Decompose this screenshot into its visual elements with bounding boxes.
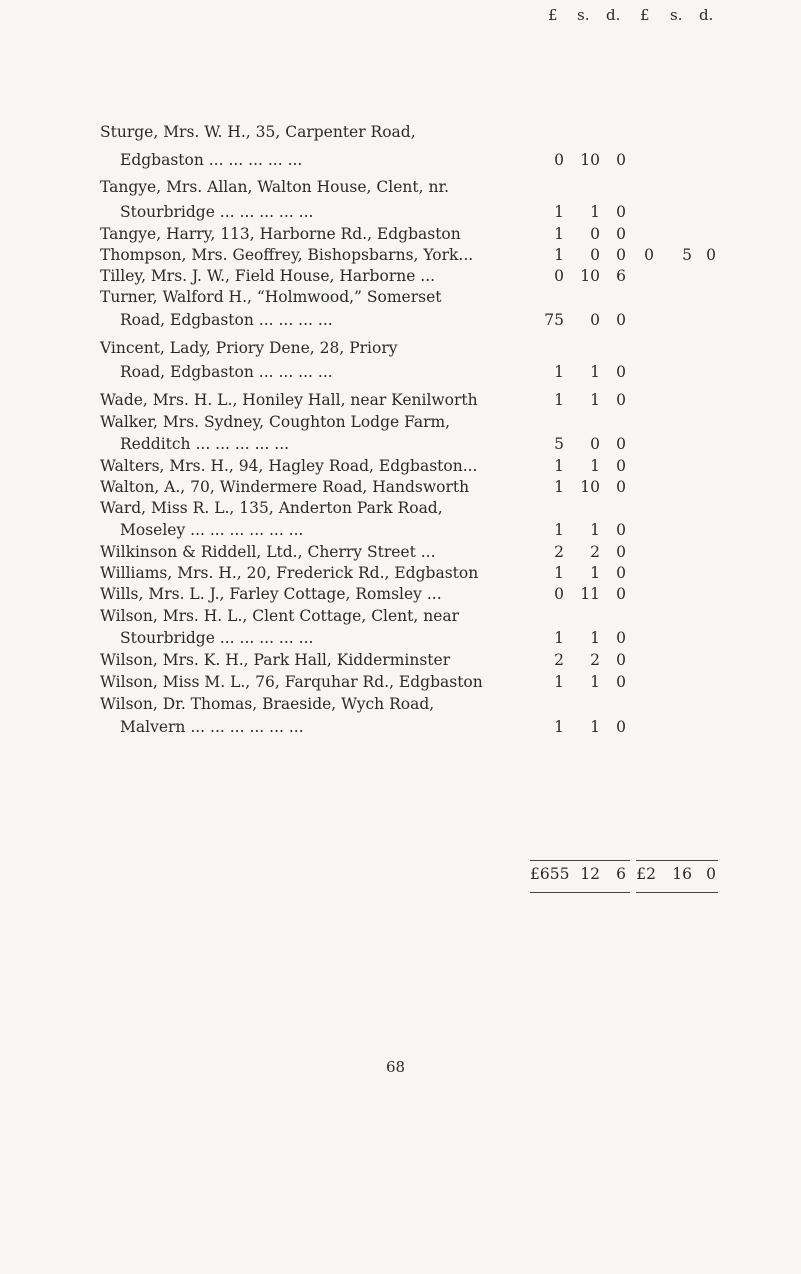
total-shillings-1: 12 <box>580 865 600 883</box>
list-item <box>0 717 801 737</box>
list-item <box>0 477 801 497</box>
amount-pence: 0 <box>616 521 626 539</box>
subscriber-name: Vincent, Lady, Priory Dene, 28, Priory <box>100 339 398 357</box>
amount-shillings: 0 <box>590 246 600 264</box>
total-rule-top-2 <box>636 860 718 861</box>
list-item <box>0 202 801 222</box>
list-item <box>0 628 801 648</box>
amount-shillings: 1 <box>590 203 600 221</box>
subscriber-name: Edgbaston ... ... ... ... ... <box>120 151 303 169</box>
subscriber-name: Road, Edgbaston ... ... ... ... <box>120 363 333 381</box>
subscriber-name: Stourbridge ... ... ... ... ... <box>120 203 314 221</box>
amount-pence: 0 <box>616 151 626 169</box>
subscriber-name: Walker, Mrs. Sydney, Coughton Lodge Farm, <box>100 413 451 431</box>
subscriber-name: Stourbridge ... ... ... ... ... <box>120 629 314 647</box>
amount-shillings: 1 <box>590 629 600 647</box>
amount-shillings: 10 <box>580 267 600 285</box>
amount-shillings: 2 <box>590 543 600 561</box>
list-item <box>0 266 801 286</box>
amount-pounds: 1 <box>554 478 564 496</box>
amount-pounds: 1 <box>554 246 564 264</box>
amount-shillings: 11 <box>580 585 600 603</box>
list-item <box>0 456 801 476</box>
subscriber-name: Tangye, Harry, 113, Harborne Rd., Edgbaston <box>100 225 461 243</box>
amount-pence: 0 <box>616 585 626 603</box>
amount-pounds: 1 <box>554 457 564 475</box>
subscriber-name: Walters, Mrs. H., 94, Hagley Road, Edgbaston... <box>100 457 478 475</box>
list-item <box>0 338 801 358</box>
amount-shillings: 0 <box>590 435 600 453</box>
list-item <box>0 150 801 170</box>
header-pounds-1: £ <box>548 6 558 24</box>
list-item <box>0 122 801 142</box>
subscriber-name: Wilkinson & Riddell, Ltd., Cherry Street ... <box>100 543 436 561</box>
total-rule-bottom-1 <box>530 892 630 893</box>
subscriber-name: Wade, Mrs. H. L., Honiley Hall, near Kenilworth <box>100 391 478 409</box>
page-number: 68 <box>386 1058 406 1076</box>
total-pence-2: 0 <box>706 865 716 883</box>
amount-pounds: 2 <box>554 543 564 561</box>
amount-shillings: 1 <box>590 457 600 475</box>
total-pounds-2: £2 <box>636 865 656 883</box>
list-item <box>0 542 801 562</box>
subscriber-name: Tangye, Mrs. Allan, Walton House, Clent, nr. <box>100 178 450 196</box>
amount-pounds: 75 <box>544 311 564 329</box>
subscriber-name: Wilson, Mrs. K. H., Park Hall, Kidderminster <box>100 651 451 669</box>
amount-pounds: 1 <box>554 521 564 539</box>
list-item <box>0 694 801 714</box>
subscriber-name: Moseley ... ... ... ... ... ... <box>120 521 304 539</box>
header-pounds-2: £ <box>640 6 650 24</box>
amount-pounds: 0 <box>554 585 564 603</box>
amount-shillings: 1 <box>590 673 600 691</box>
list-item <box>0 563 801 583</box>
amount-pounds: 2 <box>554 651 564 669</box>
amount-pence: 0 <box>616 311 626 329</box>
amount-shillings: 1 <box>590 391 600 409</box>
amount-pence: 0 <box>616 478 626 496</box>
list-item <box>0 362 801 382</box>
amount-shillings: 10 <box>580 151 600 169</box>
amount-pounds: 1 <box>554 225 564 243</box>
amount-shillings: 1 <box>590 363 600 381</box>
subscriber-name: Wilson, Mrs. H. L., Clent Cottage, Clent, near <box>100 607 460 625</box>
header-shillings-1: s. <box>577 6 590 24</box>
subscriber-name: Tilley, Mrs. J. W., Field House, Harborne ... <box>100 267 436 285</box>
subscriber-name: Williams, Mrs. H., 20, Frederick Rd., Edgbaston <box>100 564 479 582</box>
amount-pence: 0 <box>616 457 626 475</box>
amount-pence: 0 <box>616 391 626 409</box>
subscriber-name: Wilson, Dr. Thomas, Braeside, Wych Road, <box>100 695 435 713</box>
amount-shillings: 0 <box>590 225 600 243</box>
amount-shillings: 1 <box>590 564 600 582</box>
amount-pence: 6 <box>616 267 626 285</box>
amount-pence: 0 <box>616 543 626 561</box>
amount-shillings: 1 <box>590 718 600 736</box>
list-item <box>0 520 801 540</box>
amount2-pence: 0 <box>706 246 716 264</box>
amount-pounds: 1 <box>554 203 564 221</box>
subscriber-name: Redditch ... ... ... ... ... <box>120 435 290 453</box>
amount-pence: 0 <box>616 203 626 221</box>
list-item <box>0 245 801 265</box>
amount-pounds: 5 <box>554 435 564 453</box>
list-item <box>0 390 801 410</box>
amount-pounds: 0 <box>554 151 564 169</box>
amount-pounds: 1 <box>554 629 564 647</box>
subscriber-name: Wilson, Miss M. L., 76, Farquhar Rd., Edgbaston <box>100 673 483 691</box>
amount-pounds: 1 <box>554 673 564 691</box>
amount-pence: 0 <box>616 651 626 669</box>
amount2-pounds: 0 <box>644 246 654 264</box>
total-pounds-1: £655 <box>530 865 570 883</box>
amount-pounds: 0 <box>554 267 564 285</box>
amount-shillings: 0 <box>590 311 600 329</box>
total-pence-1: 6 <box>616 865 626 883</box>
list-item <box>0 650 801 670</box>
header-pence-1: d. <box>606 6 621 24</box>
amount-shillings: 1 <box>590 521 600 539</box>
amount-pence: 0 <box>616 246 626 264</box>
total-shillings-2: 16 <box>672 865 692 883</box>
list-item <box>0 498 801 518</box>
header-pence-2: d. <box>699 6 714 24</box>
list-item <box>0 177 801 197</box>
amount-pounds: 1 <box>554 564 564 582</box>
totals-row <box>0 864 801 884</box>
amount-pence: 0 <box>616 564 626 582</box>
amount-pence: 0 <box>616 718 626 736</box>
amount-shillings: 2 <box>590 651 600 669</box>
list-item <box>0 287 801 307</box>
list-item <box>0 434 801 454</box>
list-item <box>0 672 801 692</box>
list-item <box>0 310 801 330</box>
amount-shillings: 10 <box>580 478 600 496</box>
header-shillings-2: s. <box>670 6 683 24</box>
subscriber-name: Sturge, Mrs. W. H., 35, Carpenter Road, <box>100 123 416 141</box>
subscriber-name: Road, Edgbaston ... ... ... ... <box>120 311 333 329</box>
amount-pence: 0 <box>616 673 626 691</box>
amount-pounds: 1 <box>554 363 564 381</box>
subscriber-name: Walton, A., 70, Windermere Road, Handsworth <box>100 478 470 496</box>
subscriber-name: Wills, Mrs. L. J., Farley Cottage, Romsley ... <box>100 585 442 603</box>
list-item <box>0 224 801 244</box>
list-item <box>0 606 801 626</box>
subscriber-name: Thompson, Mrs. Geoffrey, Bishopsbarns, York... <box>100 246 474 264</box>
amount-pounds: 1 <box>554 718 564 736</box>
subscriber-name: Ward, Miss R. L., 135, Anderton Park Road, <box>100 499 443 517</box>
amount-pence: 0 <box>616 629 626 647</box>
subscriber-name: Malvern ... ... ... ... ... ... <box>120 718 304 736</box>
list-item <box>0 584 801 604</box>
amount-pence: 0 <box>616 225 626 243</box>
subscriber-name: Turner, Walford H., “Holmwood,” Somerset <box>100 288 442 306</box>
amount-pence: 0 <box>616 435 626 453</box>
amount2-shillings: 5 <box>682 246 692 264</box>
amount-pence: 0 <box>616 363 626 381</box>
amount-pounds: 1 <box>554 391 564 409</box>
total-rule-top-1 <box>530 860 630 861</box>
list-item <box>0 412 801 432</box>
total-rule-bottom-2 <box>636 892 718 893</box>
